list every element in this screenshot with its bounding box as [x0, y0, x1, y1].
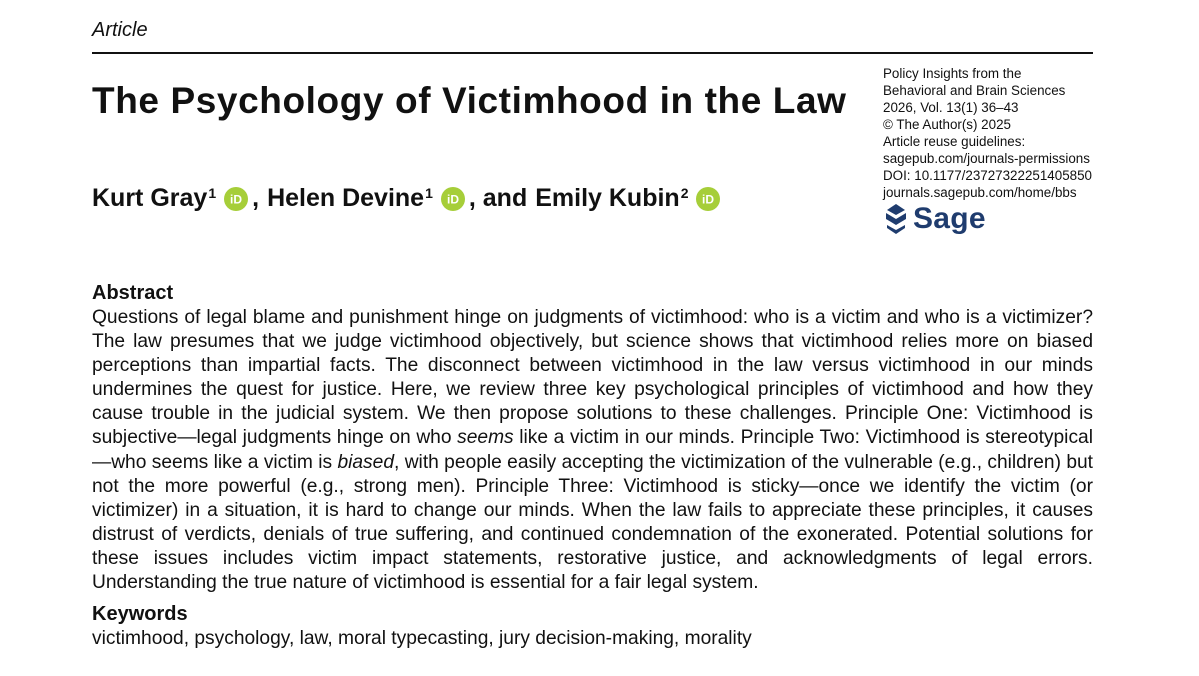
orcid-icon[interactable] [696, 187, 720, 211]
keywords-heading: Keywords [92, 603, 188, 625]
abstract-text-part: Questions of legal blame and punishment hinge on judgments of victimhood: who is a victim and who is a victimizer? The law presumes that we judge victimhood objectively, but science shows that victimhood relies more on biased perceptions than impartial facts. The disconnect between victimhood in the law versus victimhood in our minds undermines the quest for justice. Here, we review three key psychological principles of victimhood and how they cause trouble in the judicial system. We then propose solutions to these challenges. Principle One: Victimhood is subjective—legal judgments hinge on who [92, 307, 1093, 449]
orcid-icon[interactable] [224, 187, 248, 211]
article-title: The Psychology of Victimhood in the Law [92, 80, 847, 121]
journal-volume: 2026, Vol. 13(1) 36–43 [883, 100, 1019, 115]
abstract-text-part: like a victim in our minds. Principle Two: Victimhood is stereotypical—who seems like a victim is [92, 427, 1093, 473]
author-emily-kubin [535, 184, 720, 213]
journal-info [883, 65, 1092, 201]
abstract-text [92, 306, 1093, 595]
doi-line[interactable]: DOI: 10.1177/23727322251405850 [883, 168, 1092, 183]
permissions-link[interactable]: sagepub.com/journals-permissions [883, 151, 1090, 166]
author-helen-devine [267, 184, 465, 213]
journal-name-line: Policy Insights from the [883, 66, 1022, 81]
reuse-guidelines-label: Article reuse guidelines: [883, 134, 1026, 149]
abstract-heading: Abstract [92, 282, 174, 304]
author-separator: , [252, 184, 260, 212]
header-rule [92, 52, 1093, 54]
abstract-text-part: , with people easily accepting the victimization of the vulnerable (e.g., children) but not the more powerful (e.g., strong men). Principle Three: Victimhood is sticky—once we identify the victim (or victimizer) in a situation, it is hard to change our minds. When the law fails to appreciate these principles, it causes distrust of verdicts, denials of true suffering, and continued condemnation of the exonerated. Potential solutions for these issues includes victim impact statements, restorative justice, and acknowledgments of legal errors. Understanding the true nature of victimhood is essential for a fair legal system. [92, 451, 1094, 594]
journal-name-line: Behavioral and Brain Sciences [883, 83, 1066, 98]
author-kurt-gray [92, 184, 248, 213]
author-affiliation: 1 [425, 185, 433, 201]
copyright-line: © The Author(s) 2025 [883, 117, 1011, 132]
sage-logo-text: Sage [913, 202, 986, 235]
abstract-emphasis: seems [457, 427, 514, 449]
sage-logo-icon [883, 203, 909, 235]
author-name: Kurt Gray [92, 184, 208, 212]
svg-text:iD: iD [230, 192, 243, 207]
author-separator: , and [468, 184, 528, 212]
sage-logo [883, 203, 986, 235]
abstract-emphasis: biased [337, 451, 394, 473]
orcid-icon[interactable] [441, 187, 465, 211]
author-list [92, 184, 720, 213]
svg-text:iD: iD [702, 192, 715, 207]
author-affiliation: 2 [680, 185, 689, 201]
keywords-text: victimhood, psychology, law, moral typecasting, jury decision-making, morality [92, 628, 752, 649]
author-name: Emily Kubin [535, 184, 680, 212]
article-type-label: Article [92, 19, 148, 41]
journal-home-link[interactable]: journals.sagepub.com/home/bbs [883, 185, 1077, 200]
svg-text:iD: iD [446, 192, 459, 207]
author-name: Helen Devine [267, 184, 425, 212]
author-affiliation: 1 [208, 185, 217, 201]
